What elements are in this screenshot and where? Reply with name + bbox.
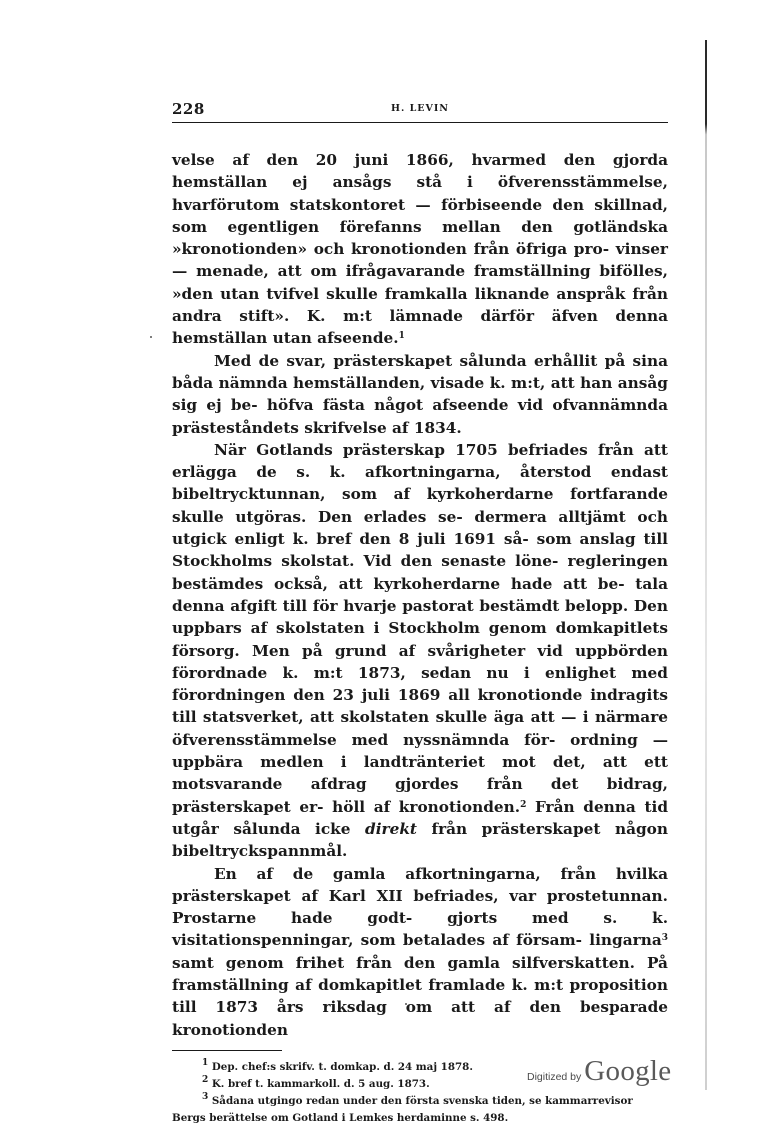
google-wordmark: Google [584, 1055, 672, 1087]
text-line: höll af kronotionden. [332, 797, 521, 816]
text-line: nämnda hemställanden, visade k. m:t, att han ansåg sig ej be- [172, 373, 669, 415]
footnote-divider [172, 1050, 282, 1051]
text-line: På framställning af domkapitlet framlade k. m:t proposition [172, 953, 668, 994]
paragraph-1 [172, 149, 668, 350]
text-line: När Gotlands prästerskap 1705 befriades från att erlägga [172, 440, 668, 482]
text-line: vinser — menade, att om ifrågavarande framställning bifölles, [172, 240, 668, 281]
text-line: afseende. [317, 329, 399, 348]
footnote-mark: 2 [202, 1074, 209, 1085]
book-page [172, 100, 668, 1127]
text-line: velse af den 20 juni 1866, hvarmed den gjorda hemställan ej [172, 151, 668, 192]
footnote-ref[interactable]: 1 [398, 331, 405, 342]
text-line: all kronotionde indragits till statsverket, att skolstaten skulle [172, 686, 668, 727]
text-line: 1873, sedan nu i enlighet med förordningen den 23 juli 1869 [172, 663, 668, 705]
footnote-3-continued [172, 1110, 668, 1127]
text-line: samt genom frihet från den gamla silfverskatten. [172, 953, 635, 972]
watermark-prefix: Digitized by [527, 1071, 582, 1083]
footnote-3 [172, 1093, 668, 1110]
text-line: af Karl XII befriades, var prostetunnan. Prostarne hade godt- [172, 886, 668, 928]
text-line: de s. k. afkortningarna, återstod endast bibeltrycktunnan, som [172, 463, 668, 504]
text-line: ansågs stå i öfverensstämmelse, hvarförutom statskontoret — [172, 173, 668, 214]
body-text [172, 149, 668, 1041]
text-line: gjorts med s. k. visitationspenningar, som betalades af försam- [172, 909, 669, 950]
text-line: Men på grund af svårigheter vid uppbörden förordnade k. m:t [172, 641, 669, 682]
text-line: höfva fästa något afseende vid ofvannämnda prästeståndets [172, 396, 668, 437]
paragraph-4 [172, 863, 668, 1041]
footnote-text: K. bref t. kammarkoll. d. 5 aug. 1873. [211, 1077, 430, 1090]
text-line: motsvarande afdrag gjordes från det bidrag, prästerskapet er- [172, 775, 668, 816]
text-line: som anslag till Stockholms skolstat. Vid den senaste löne- [172, 530, 668, 571]
text-line: Från denna tid utgår sålunda icke [172, 797, 669, 838]
text-line: ordning — uppbära medlen i landtränteriet mot det, att ett [172, 730, 668, 772]
footnote-text: Dep. chef:s skrifv. t. domkap. d. 24 maj 1878. [211, 1060, 473, 1073]
digitized-by-google-watermark [527, 1055, 671, 1088]
paragraph-2 [172, 350, 668, 439]
text-line: dermera alltjämt och utgick enligt k. bref den 8 juli 1691 så- [172, 507, 669, 549]
scan-speck [150, 336, 152, 338]
emphasis-word: direkt [365, 819, 417, 838]
text-line: från prästerskapet någon bibeltryckspannmål. [172, 819, 668, 861]
page-header [172, 100, 668, 123]
footnote-text: Sådana utgingo redan under den första svenska tiden, se kammarrevisor [211, 1094, 633, 1107]
text-line: »den utan tvifvel skulle framkalla liknande anspråk från andra [172, 284, 668, 326]
text-line: skrifvelse af 1834. [304, 418, 462, 437]
footnote-mark: 1 [202, 1057, 209, 1068]
text-line: tala denna afgift till för hvarje pastorat bestämdt belopp. Den [172, 574, 668, 615]
text-line: af kyrkoherdarne fortfarande skulle utgöras. Den erlades se- [172, 485, 668, 526]
paragraph-3 [172, 439, 668, 863]
text-line: till 1873 års riksdag om att af den besparade kronotionden [172, 998, 668, 1039]
text-line: uppbars af skolstaten i Stockholm genom domkapitlets försorg. [172, 619, 668, 660]
footnote-ref[interactable]: 3 [661, 933, 668, 944]
page-edge-line [705, 40, 707, 1090]
footnote-mark: 3 [202, 1091, 209, 1102]
text-line: förbiseende den skillnad, som egentligen förefanns mellan den [172, 195, 668, 236]
text-line: Med de svar, prästerskapet sålunda erhållit på sina båda [172, 351, 668, 392]
running-head: H. LEVIN [390, 103, 449, 114]
page-number: 228 [172, 100, 205, 118]
text-line: En af de gamla afkortningarna, från hvilka prästerskapet [172, 864, 668, 905]
text-line: gotländska »kronotionden» och kronotionden från öfriga pro- [172, 217, 668, 259]
text-line: regleringen bestämdes också, att kyrkoherdarne hade att be- [172, 552, 669, 593]
text-line: lingarna [589, 931, 662, 950]
text-line: äga att — i närmare öfverensstämmelse med nyssnämnda för- [172, 708, 668, 749]
footnote-ref[interactable]: 2 [520, 799, 527, 810]
footnote-text: Bergs berättelse om Gotland i Lemkes herdaminne s. 498. [172, 1111, 509, 1124]
text-line: stift». K. m:t lämnade därför äfven denna hemställan utan [172, 307, 668, 348]
